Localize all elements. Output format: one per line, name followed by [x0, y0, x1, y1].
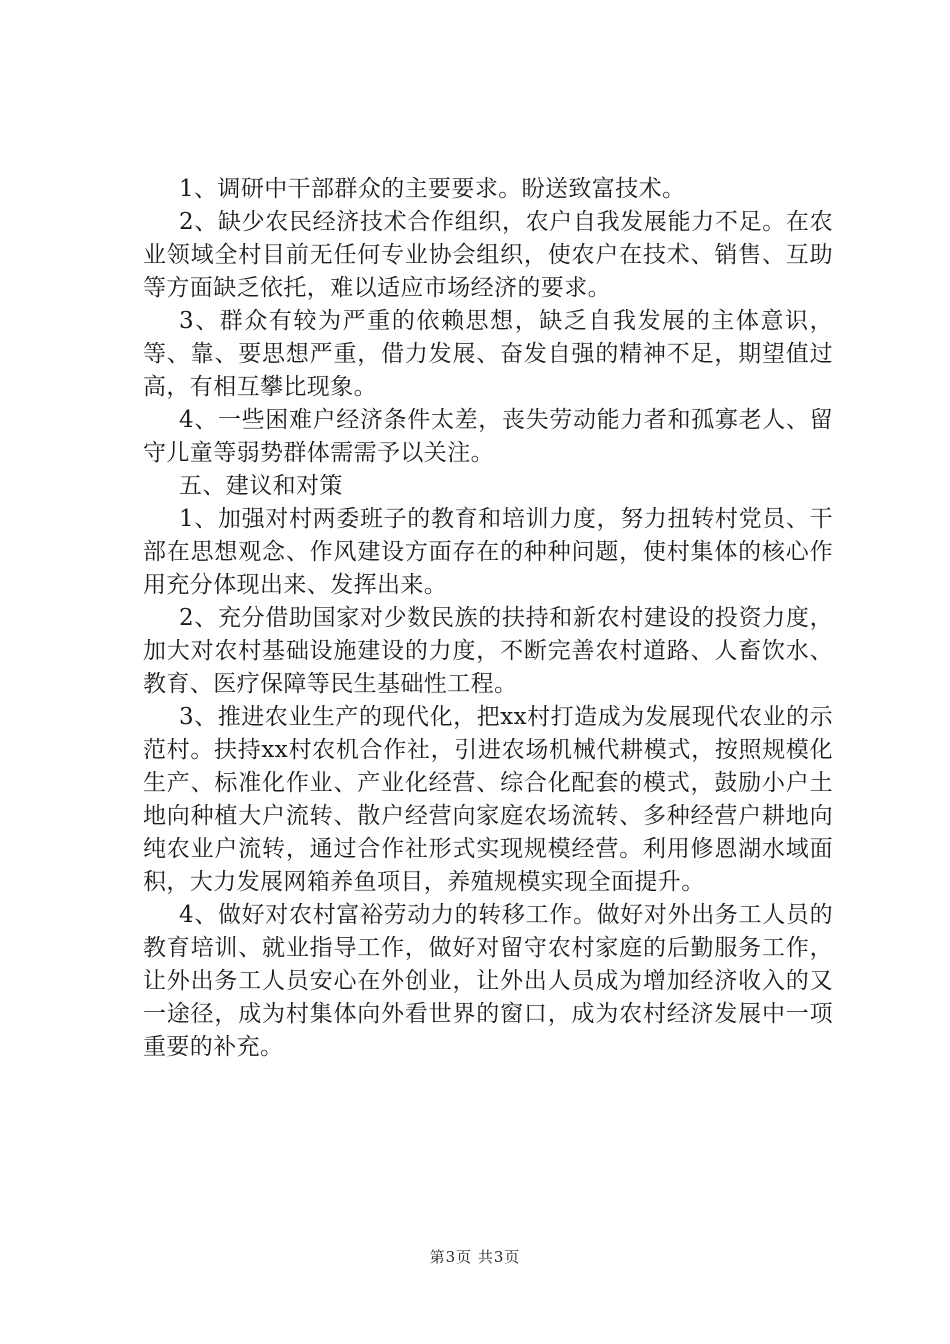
document-body	[143, 173, 833, 1064]
paragraph-training: 1、加强对村两委班子的教育和培训力度，努力扭转村党员、干部在思想观念、作风建设方面存在的种种问题，使村集体的核心作用充分体现出来、发挥出来。	[143, 506, 833, 598]
paragraph-requirements: 1、调研中干部群众的主要要求。盼送致富技术。	[179, 176, 686, 202]
paragraph-vulnerable-groups: 4、一些困难户经济条件太差，丧失劳动能力者和孤寡老人、留守儿童等弱势群体需需予以关注。	[143, 407, 833, 466]
section-heading-suggestions: 五、建议和对策	[179, 473, 343, 499]
paragraph-infrastructure: 2、充分借助国家对少数民族的扶持和新农村建设的投资力度，加大对农村基础设施建设的力度，不断完善农村道路、人畜饮水、教育、医疗保障等民生基础性工程。	[143, 605, 833, 697]
page-footer: 第3页 共3页	[429, 1248, 521, 1266]
paragraph-labor-transfer: 4、做好对农村富裕劳动力的转移工作。做好对外出务工人员的教育培训、就业指导工作，做好对留守农村家庭的后勤服务工作，让外出务工人员安心在外创业，让外出人员成为增加经济收入的又一途径，成为村集体向外看世界的窗口，成为农村经济发展中一项重要的补充。	[143, 902, 833, 1060]
paragraph-dependency: 3、群众有较为严重的依赖思想，缺乏自我发展的主体意识，等、靠、要思想严重，借力发展、奋发自强的精神不足，期望值过高，有相互攀比现象。	[143, 308, 833, 400]
paragraph-modernization: 3、推进农业生产的现代化，把xx村打造成为发展现代农业的示范村。扶持xx村农机合作社，引进农场机械代耕模式，按照规模化生产、标准化作业、产业化经营、综合化配套的模式，鼓励小户土地向种植大户流转、散户经营向家庭农场流转、多种经营户耕地向纯农业户流转，通过合作社形式实现规模经营。利用修恩湖水域面积，大力发展网箱养鱼项目，养殖规模实现全面提升。	[143, 704, 833, 895]
paragraph-cooperation: 2、缺少农民经济技术合作组织，农户自我发展能力不足。在农业领域全村目前无任何专业协会组织，使农户在技术、销售、互助等方面缺乏依托，难以适应市场经济的要求。	[143, 209, 833, 301]
